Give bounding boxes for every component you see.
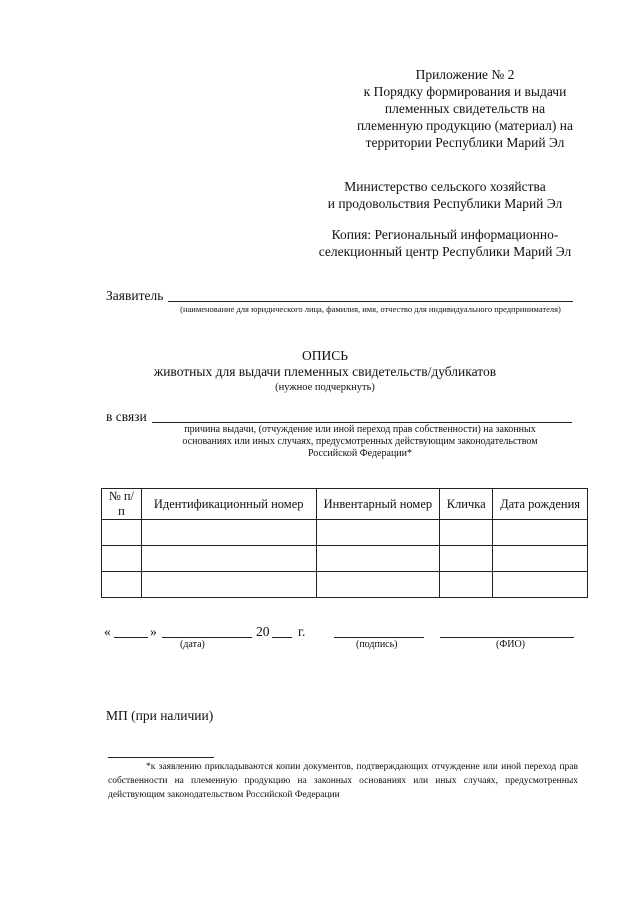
reason-field[interactable] [152,422,572,423]
table-row [102,520,588,546]
table-cell[interactable] [440,572,493,598]
fio-label: (ФИО) [496,639,526,650]
appendix-line: племенную продукцию (материал) на [357,118,573,133]
copy-line: селекционный центр Республики Марий Эл [318,244,572,259]
signature-field[interactable] [334,637,424,638]
table-cell[interactable] [102,546,142,572]
footnote [108,760,578,802]
reason-note [150,424,570,460]
table-cell[interactable] [493,546,588,572]
table-row [102,546,588,572]
day-field[interactable] [114,637,148,638]
ministry-line: Министерство сельского хозяйства [344,179,546,194]
column-header: Инвентарный номер [316,489,440,520]
year-prefix: 20 [256,624,270,639]
fio-field[interactable] [440,637,574,638]
column-header: Идентификационный номер [141,489,316,520]
stamp-place: МП (при наличии) [106,708,214,723]
ministry-addressee [310,178,580,212]
document-title [140,348,510,396]
open-quote: « [104,624,111,639]
table-cell[interactable] [141,546,316,572]
table-header-row [102,489,588,520]
applicant-hint: (наименование для юридического лица, фамилия, имя, отчество для индивидуального предпринимателя) [180,304,561,314]
title-subtitle: животных для выдачи племенных свидетельств/дубликатов [153,364,497,379]
footnote-divider [108,757,214,758]
footnote-text: *к заявлению прикладываются копии документов, подтверждающих отчуждение или иной переход прав собственности на племенную продукцию на законных основаниях или иных случаях, предусмотренных действующим законодательством Российской Федерации [108,762,578,800]
signature-label: (подпись) [356,639,398,650]
reason-note-line: Российской Федерации* [307,448,412,459]
appendix-line: Приложение № 2 [415,67,515,82]
applicant-field[interactable] [168,301,573,302]
table-cell[interactable] [440,520,493,546]
table-cell[interactable] [493,572,588,598]
copy-line: Копия: Региональный информационно- [331,227,559,242]
ministry-line: и продовольствия Республики Марий Эл [327,196,563,211]
appendix-line: к Порядку формирования и выдачи [363,84,567,99]
month-field[interactable] [162,637,252,638]
appendix-line: территории Республики Марий Эл [365,135,565,150]
appendix-header [330,66,600,151]
table-cell[interactable] [440,546,493,572]
table-cell[interactable] [102,572,142,598]
date-label: (дата) [180,639,205,650]
reason-note-line: причина выдачи, (отчуждение или иной переход прав собственности) на законных [184,424,536,435]
table-cell[interactable] [493,520,588,546]
animals-table [101,488,588,598]
reason-label: в связи [106,409,147,424]
title-main: ОПИСЬ [301,348,348,363]
reason-note-line: основаниях или иных случаях, предусмотренных действующим законодательством [182,436,538,447]
table-cell[interactable] [141,520,316,546]
year-suffix: г. [298,624,306,639]
applicant-label: Заявитель [106,288,164,303]
table-cell[interactable] [141,572,316,598]
table-cell[interactable] [316,520,440,546]
column-header: Дата рождения [493,489,588,520]
table-cell[interactable] [316,572,440,598]
year-field[interactable] [272,637,292,638]
copy-addressee [300,226,590,260]
table-cell[interactable] [102,520,142,546]
table-cell[interactable] [316,546,440,572]
column-header: № п/п [102,489,142,520]
title-note: (нужное подчеркнуть) [275,382,375,393]
appendix-line: племенных свидетельств на [384,101,546,116]
table-row [102,572,588,598]
column-header: Кличка [440,489,493,520]
close-quote: » [150,624,157,639]
